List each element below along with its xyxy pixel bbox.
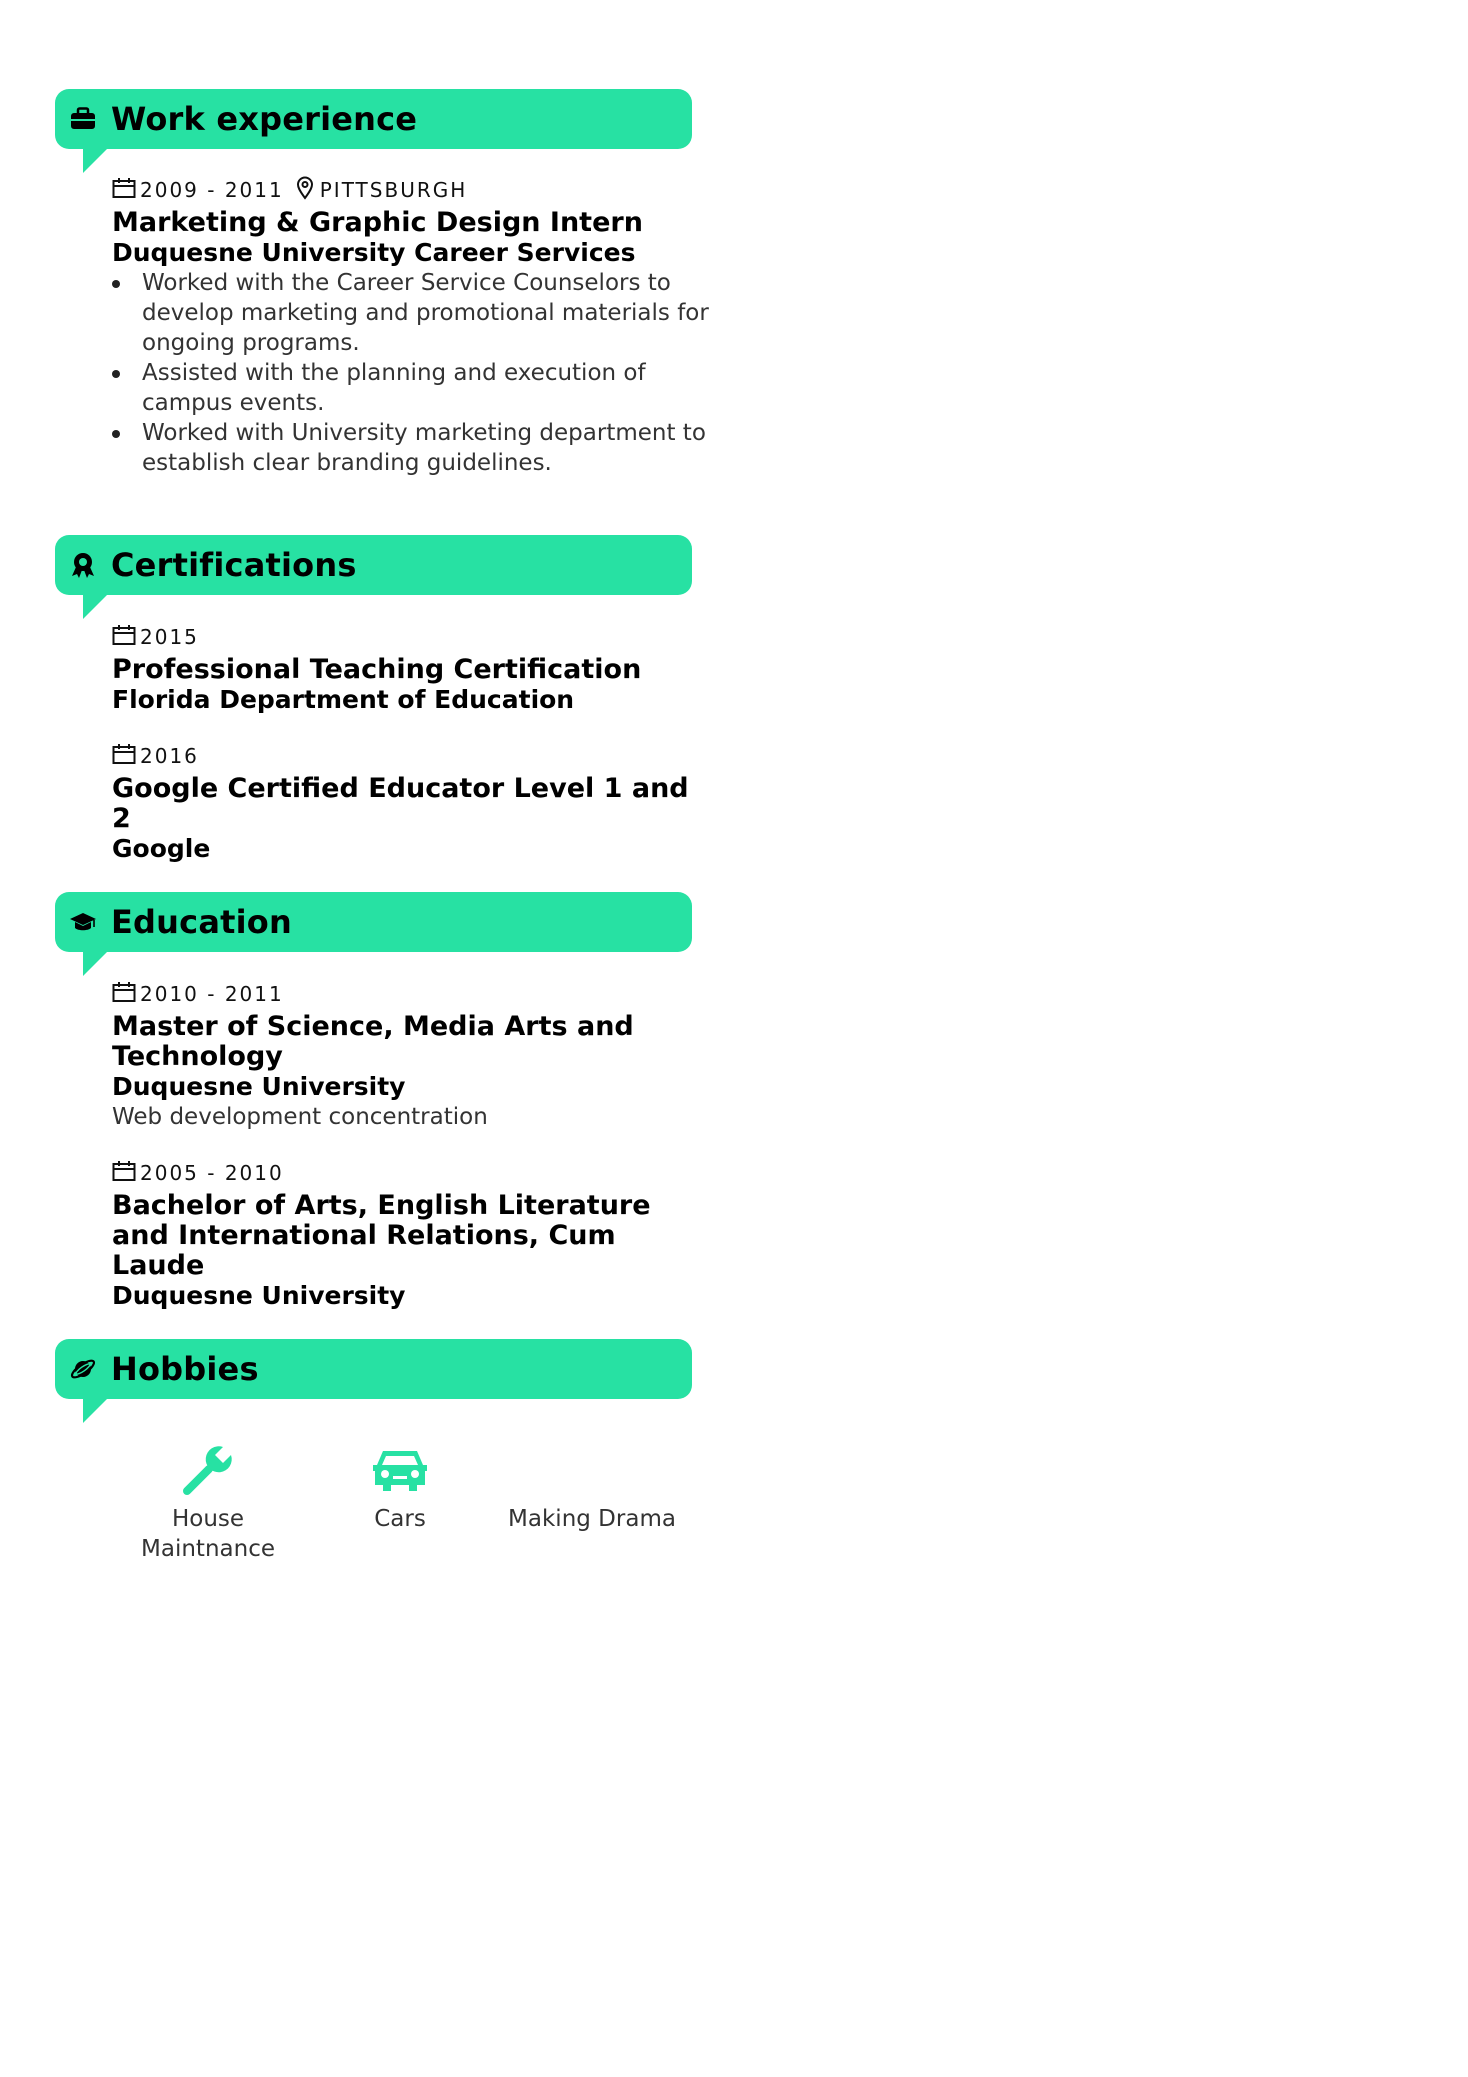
- briefcase-icon: [68, 104, 98, 134]
- calendar-icon: [112, 1160, 140, 1187]
- entry-meta: [112, 1160, 712, 1186]
- calendar-icon: [112, 177, 140, 204]
- section-title: Hobbies: [111, 1350, 259, 1388]
- job-bullets: [112, 268, 712, 478]
- education-entry: [112, 1160, 712, 1311]
- degree-title: Master of Science, Media Arts and Technology: [112, 1011, 634, 1072]
- entry-dates: 2005 - 2010: [140, 1161, 284, 1185]
- car-icon: [305, 1440, 495, 1500]
- entry-dates: 2016: [140, 744, 199, 768]
- section-title: Education: [111, 903, 292, 941]
- education-section: [55, 892, 692, 952]
- section-title: Certifications: [111, 546, 357, 584]
- issuer: Florida Department of Education: [112, 685, 575, 714]
- hobby-label: Making Drama: [508, 1506, 676, 1532]
- certifications-section: [55, 535, 692, 595]
- section-title: Work experience: [111, 100, 418, 138]
- education-entry: [112, 981, 712, 1132]
- institution: Duquesne University: [112, 1072, 406, 1101]
- certification-entry: [112, 743, 712, 864]
- location-text: PITTSBURGH: [319, 178, 468, 202]
- issuer: Google: [112, 834, 211, 863]
- entry-meta: [112, 177, 712, 203]
- location-pin-icon: [296, 176, 320, 205]
- hobby-label: House Maintnance: [141, 1506, 275, 1562]
- graduation-cap-icon: [68, 907, 98, 937]
- hobby-item: [497, 1440, 687, 1534]
- entry-meta: [112, 624, 712, 650]
- institution: Duquesne University: [112, 1281, 406, 1310]
- section-header: [55, 89, 692, 149]
- degree-description: Web development concentration: [112, 1104, 488, 1130]
- section-header: [55, 1339, 692, 1399]
- hobby-icon-placeholder: [497, 1440, 687, 1500]
- bullet-item: Worked with the Career Service Counselors to develop marketing and promotional materials for ongoing programs.: [112, 268, 712, 358]
- bullet-item: Assisted with the planning and execution of campus events.: [112, 358, 712, 418]
- entry-meta: [112, 981, 712, 1007]
- section-header: [55, 535, 692, 595]
- certification-entry: [112, 624, 712, 715]
- wrench-icon: [113, 1440, 303, 1500]
- job-title: Marketing & Graphic Design Intern: [112, 207, 643, 238]
- award-icon: [68, 550, 98, 580]
- certification-title: Professional Teaching Certification: [112, 654, 642, 685]
- work-experience-section: [55, 89, 692, 149]
- work-entry: [112, 177, 712, 478]
- entry-dates: 2010 - 2011: [140, 982, 284, 1006]
- calendar-icon: [112, 981, 140, 1008]
- bullet-item: Worked with University marketing department to establish clear branding guidelines.: [112, 418, 712, 478]
- entry-location: [296, 176, 468, 205]
- planet-icon: [68, 1354, 98, 1384]
- section-header: [55, 892, 692, 952]
- hobby-label: Cars: [374, 1506, 426, 1532]
- calendar-icon: [112, 743, 140, 770]
- certification-title: Google Certified Educator Level 1 and 2: [112, 773, 689, 834]
- entry-dates: 2009 - 2011: [140, 178, 284, 202]
- hobby-item: [113, 1440, 303, 1564]
- hobbies-section: [55, 1339, 692, 1399]
- hobby-item: [305, 1440, 495, 1534]
- degree-title: Bachelor of Arts, English Literature and International Relations, Cum Laude: [112, 1190, 651, 1281]
- calendar-icon: [112, 624, 140, 651]
- entry-meta: [112, 743, 712, 769]
- entry-dates: 2015: [140, 625, 199, 649]
- employer: Duquesne University Career Services: [112, 238, 636, 267]
